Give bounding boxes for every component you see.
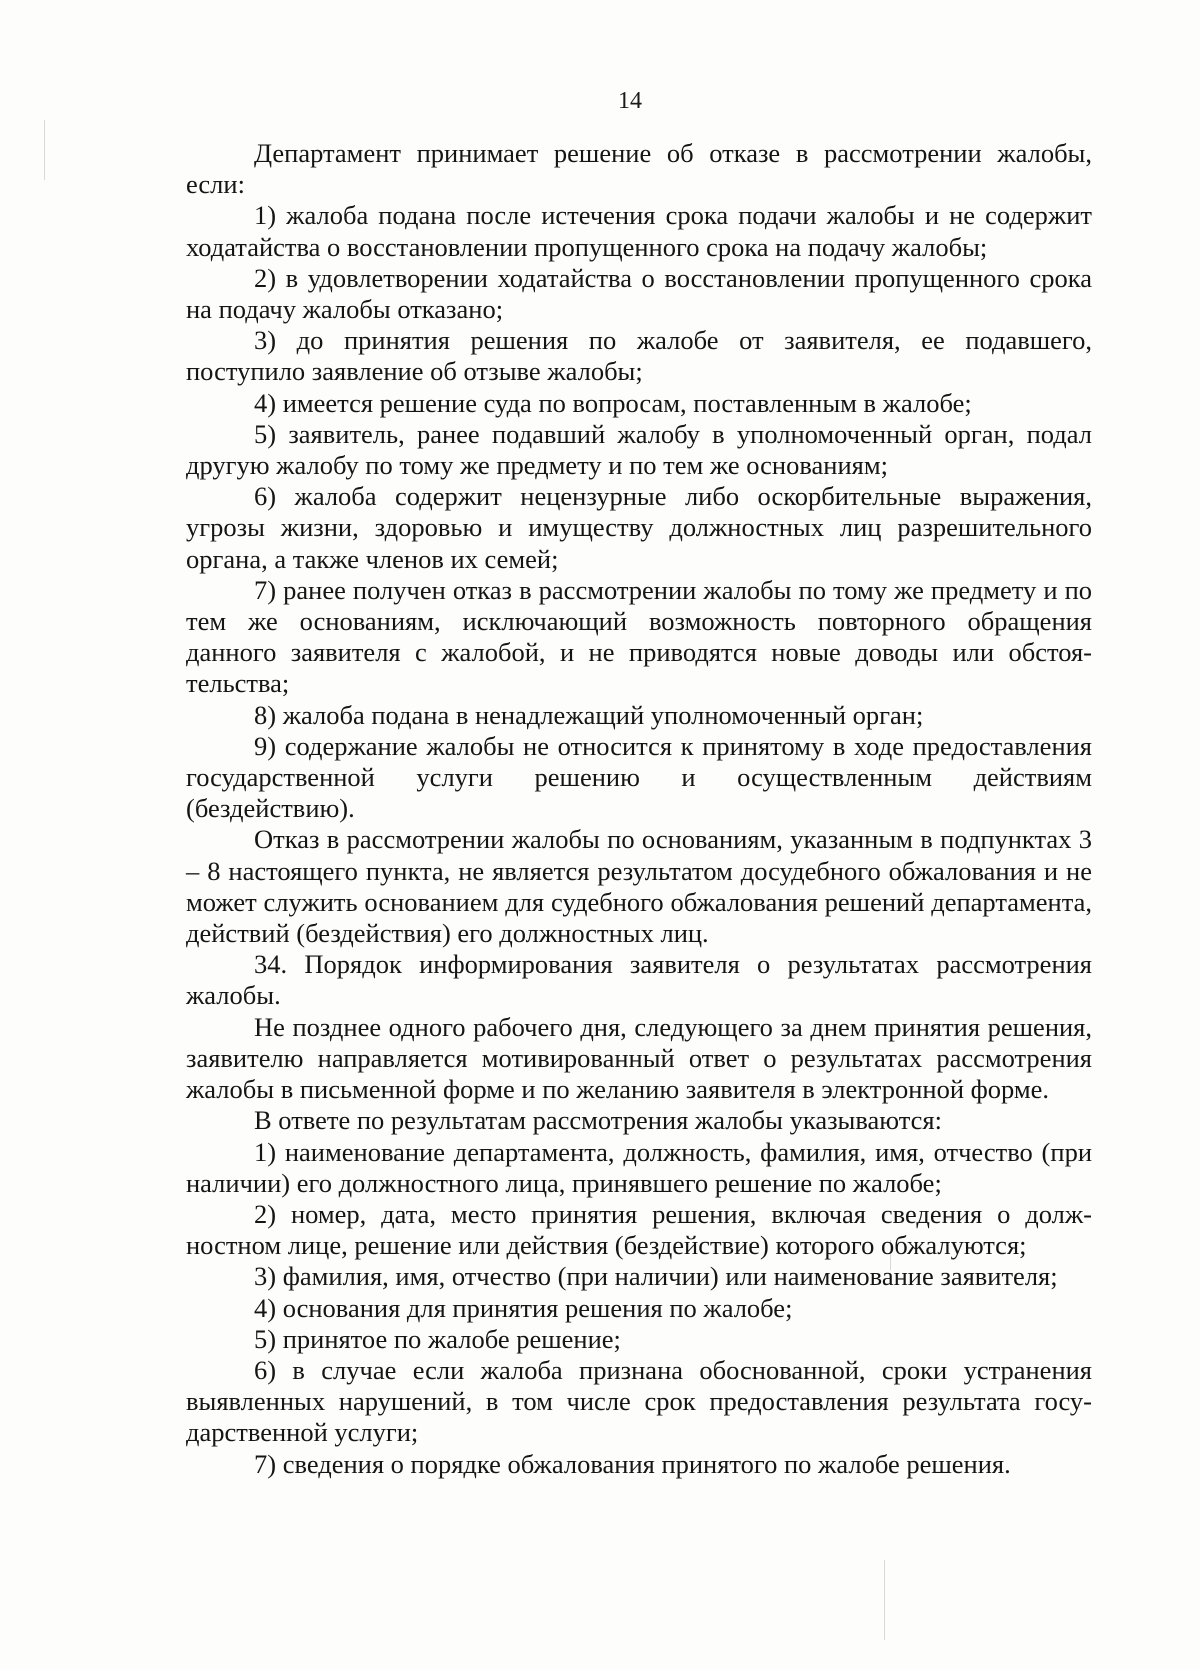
list-item: 9) содержание жалобы не относится к принятому в ходе предоставления государственной услуги решению и осуществленным действиям (бездействию). [186, 730, 1092, 824]
list-item: 7) ранее получен отказ в рассмотрении жалобы по тому же предмету и по тем же основаниям, исключающий возможность повторного обращения данного заявителя с жалобой, и не приводятся новые доводы или обстоятельства; [186, 574, 1092, 699]
list-item: 3) до принятия решения по жалобе от заявителя, ее подавшего, поступило заявление об отзыве жалобы; [186, 325, 1092, 387]
page-number: 14 [618, 88, 642, 114]
list-item: 4) основания для принятия решения по жалобе; [254, 1292, 793, 1323]
paragraph: В ответе по результатам рассмотрения жалобы указываются: [254, 1105, 942, 1136]
paragraph: Не позднее одного рабочего дня, следующего за днем принятия решения, заявителю направляется мотивированный ответ о результатах рассмотрения жалобы в письменной форме и по желанию заявителя в электронной форме. [186, 1011, 1092, 1105]
list-item: 4) имеется решение суда по вопросам, поставленным в жалобе; [254, 387, 972, 418]
paragraph: Отказ в рассмотрении жалобы по основаниям, указанным в подпунктах 3 – 8 настоящего пункта, не является результатом досудебного обжалования и не может служить основанием для судебного обжалования решений департамента, действий (бездействия) его должностных лиц. [186, 824, 1092, 949]
list-item: 1) жалоба подана после истечения срока подачи жалобы и не содержит ходатайства о восстановлении пропущенного срока на подачу жалобы; [186, 200, 1092, 262]
list-item: 2) в удовлетворении ходатайства о восстановлении пропущенного срока на подачу жалобы отказано; [186, 262, 1092, 325]
list-item: 5) заявитель, ранее подавший жалобу в уполномоченный орган, подал другую жалобу по тому же предмету и по тем же основаниям; [186, 418, 1092, 481]
scan-edge-mark [884, 1560, 885, 1640]
list-item: 1) наименование департамента, должность, фамилия, имя, отчество (при наличии) его должностного лица, принявшего решение по жалобе; [186, 1136, 1092, 1198]
list-item: 6) в случае если жалоба признана обоснованной, сроки устранения выявленных нарушений, в том числе срок предоставления результата государственной услуги; [186, 1354, 1092, 1448]
scan-edge-mark [44, 120, 45, 180]
paragraph-intro: Департамент принимает решение об отказе в рассмотрении жалобы, если: [186, 138, 1092, 200]
document-body [186, 138, 1092, 1480]
list-item: 5) принятое по жалобе решение; [254, 1323, 621, 1354]
list-item: 3) фамилия, имя, отчество (при наличии) или наименование заявителя; [254, 1261, 1058, 1292]
list-item: 2) номер, дата, место принятия решения, включая сведения о должностном лице, решение или действия (бездействие) которого обжалуются; [186, 1198, 1092, 1261]
list-item: 6) жалоба содержит нецензурные либо оскорбительные выражения, угрозы жизни, здоровью и имуществу должностных лиц разрешительного органа, а также членов их семей; [186, 481, 1092, 574]
list-item: 7) сведения о порядке обжалования принятого по жалобе решения. [254, 1448, 1011, 1479]
list-item: 8) жалоба подана в ненадлежащий уполномоченный орган; [254, 699, 924, 730]
section-heading: 34. Порядок информирования заявителя о результатах рассмотрения жалобы. [186, 949, 1092, 1011]
